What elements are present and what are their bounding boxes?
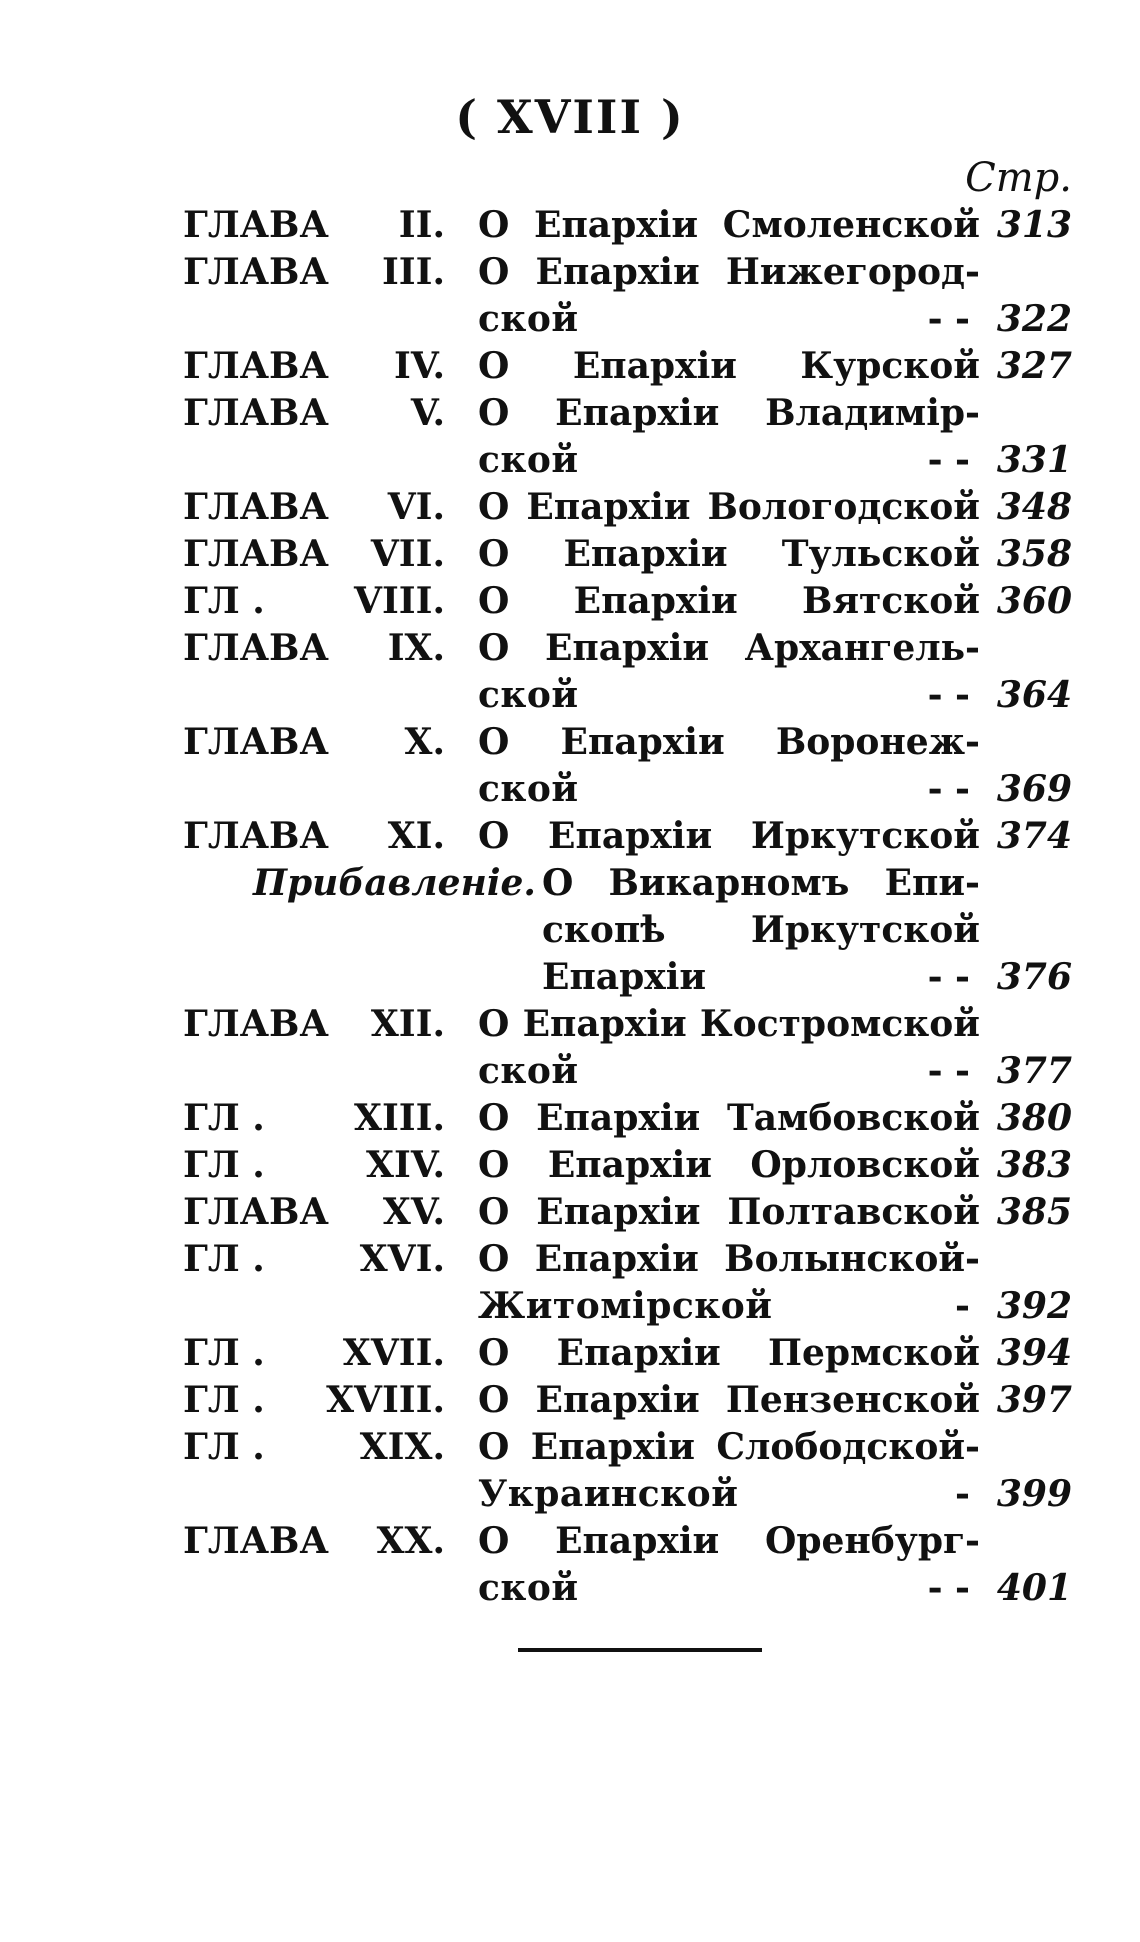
entry-title: ской xyxy=(478,298,579,340)
chapter-number: XVIII. xyxy=(326,1379,445,1421)
leader-dashes: - - xyxy=(927,1050,970,1092)
entry-title: Житомірской xyxy=(478,1285,773,1327)
toc-row xyxy=(0,813,1140,860)
chapter-number: VI. xyxy=(387,486,445,528)
leader-dashes: - xyxy=(955,1473,970,1515)
chapter-number: III. xyxy=(381,251,445,293)
page-column-label: Стр. xyxy=(965,155,1072,201)
chapter-number: VII. xyxy=(370,533,445,575)
page-reference: 369 xyxy=(996,768,1072,810)
toc-row xyxy=(0,1518,1140,1565)
entry-title: О Епархіи Костромской xyxy=(478,1003,980,1045)
chapter-number: XIV. xyxy=(366,1144,445,1186)
entry-title: О Епархіи Воронеж- xyxy=(478,721,980,763)
addendum-row xyxy=(0,860,1140,907)
chapter-number: XVI. xyxy=(359,1238,445,1280)
chapter-number: IX. xyxy=(387,627,445,669)
toc-row xyxy=(0,1283,1140,1330)
entry-title: О Епархіи Вятской xyxy=(478,580,980,622)
toc-row xyxy=(0,343,1140,390)
chapter-number: II. xyxy=(398,204,445,246)
toc-row xyxy=(0,1377,1140,1424)
entry-title: О Епархіи Тамбовской xyxy=(478,1097,980,1139)
toc-row xyxy=(0,1236,1140,1283)
entry-title: ской xyxy=(478,768,579,810)
toc-row xyxy=(0,202,1140,249)
chapter-word: ГЛ . xyxy=(183,1238,265,1280)
toc-row xyxy=(0,1565,1140,1612)
addendum-row xyxy=(0,954,1140,1001)
entry-title: О Епархіи Полтавской xyxy=(478,1191,980,1233)
page-reference: 358 xyxy=(996,533,1072,575)
table-of-contents xyxy=(0,202,1140,1612)
toc-row xyxy=(0,766,1140,813)
chapter-word: ГЛАВА xyxy=(183,533,329,575)
toc-row xyxy=(0,578,1140,625)
chapter-number: XVII. xyxy=(342,1332,445,1374)
toc-row xyxy=(0,390,1140,437)
leader-dashes: - - xyxy=(927,956,970,998)
page-reference: 383 xyxy=(996,1144,1072,1186)
chapter-word: ГЛАВА xyxy=(183,627,329,669)
entry-title: О Епархіи Волынской- xyxy=(478,1238,980,1280)
page-reference: 364 xyxy=(996,674,1072,716)
chapter-word: ГЛАВА xyxy=(183,345,329,387)
chapter-word: ГЛАВА xyxy=(183,251,329,293)
entry-title: О Епархіи Владимір- xyxy=(478,392,980,434)
entry-title: О Епархіи Тульской xyxy=(478,533,980,575)
addendum-title-line-1: О Викарномъ Епи- xyxy=(542,862,980,904)
entry-title: О Епархіи Пензенской xyxy=(478,1379,980,1421)
chapter-number: V. xyxy=(410,392,445,434)
chapter-word: ГЛАВА xyxy=(183,721,329,763)
toc-row xyxy=(0,719,1140,766)
chapter-word: ГЛАВА xyxy=(183,204,329,246)
addendum-label: Прибавленіе. xyxy=(253,862,536,904)
chapter-number: XIX. xyxy=(359,1426,445,1468)
entry-title: О Епархіи Орловской xyxy=(478,1144,980,1186)
chapter-word: ГЛ . xyxy=(183,1332,265,1374)
leader-dashes: - xyxy=(955,1285,970,1327)
page-reference: 313 xyxy=(996,204,1072,246)
toc-row xyxy=(0,1048,1140,1095)
page-reference: 331 xyxy=(996,439,1072,481)
toc-row xyxy=(0,437,1140,484)
page-number: ( XVIII ) xyxy=(455,90,685,144)
chapter-number: X. xyxy=(404,721,445,763)
page-reference: 385 xyxy=(996,1191,1072,1233)
page-reference: 394 xyxy=(996,1332,1072,1374)
entry-title: Украинской xyxy=(478,1473,739,1515)
chapter-number: VIII. xyxy=(354,580,445,622)
entry-title: О Епархіи Смоленской xyxy=(478,204,980,246)
page-reference: 322 xyxy=(996,298,1072,340)
entry-title: О Епархіи Пермской xyxy=(478,1332,980,1374)
entry-title: ской xyxy=(478,1050,579,1092)
chapter-word: ГЛ . xyxy=(183,580,265,622)
entry-title: ской xyxy=(478,674,579,716)
chapter-word: ГЛАВА xyxy=(183,1520,329,1562)
addendum-title-line-3: Епархіи xyxy=(542,956,707,998)
toc-row xyxy=(0,1001,1140,1048)
chapter-number: XI. xyxy=(387,815,445,857)
leader-dashes: - - xyxy=(927,298,970,340)
entry-title: О Епархіи Архангель- xyxy=(478,627,980,669)
page-reference: 397 xyxy=(996,1379,1072,1421)
addendum-row xyxy=(0,907,1140,954)
page-reference: 374 xyxy=(996,815,1072,857)
toc-row xyxy=(0,1330,1140,1377)
entry-title: О Епархіи Курской xyxy=(478,345,980,387)
chapter-word: ГЛАВА xyxy=(183,1003,329,1045)
page-reference: 376 xyxy=(996,956,1072,998)
page-reference: 380 xyxy=(996,1097,1072,1139)
toc-row xyxy=(0,1095,1140,1142)
entry-title: О Епархіи Слободской- xyxy=(478,1426,980,1468)
toc-row xyxy=(0,625,1140,672)
entry-title: О Епархіи Вологодской xyxy=(478,486,980,528)
entry-title: О Епархіи Нижегород- xyxy=(478,251,980,293)
toc-row xyxy=(0,1471,1140,1518)
leader-dashes: - - xyxy=(927,674,970,716)
page-reference: 360 xyxy=(996,580,1072,622)
chapter-word: ГЛАВА xyxy=(183,1191,329,1233)
leader-dashes: - - xyxy=(927,1567,970,1609)
toc-row xyxy=(0,484,1140,531)
page-reference: 401 xyxy=(996,1567,1072,1609)
page-reference: 399 xyxy=(996,1473,1072,1515)
chapter-word: ГЛАВА xyxy=(183,815,329,857)
page-reference: 348 xyxy=(996,486,1072,528)
chapter-number: XII. xyxy=(370,1003,445,1045)
toc-row xyxy=(0,1189,1140,1236)
chapter-word: ГЛАВА xyxy=(183,486,329,528)
chapter-number: XV. xyxy=(382,1191,445,1233)
entry-title: О Епархіи Иркутской xyxy=(478,815,980,857)
page-reference: 327 xyxy=(996,345,1072,387)
closing-rule xyxy=(518,1648,762,1652)
page-reference: 377 xyxy=(996,1050,1072,1092)
chapter-number: XIII. xyxy=(354,1097,445,1139)
toc-row xyxy=(0,531,1140,578)
chapter-word: ГЛ . xyxy=(183,1097,265,1139)
leader-dashes: - - xyxy=(927,439,970,481)
entry-title: ской xyxy=(478,1567,579,1609)
toc-row xyxy=(0,1142,1140,1189)
page-reference: 392 xyxy=(996,1285,1072,1327)
entry-title: ской xyxy=(478,439,579,481)
entry-title: О Епархіи Оренбург- xyxy=(478,1520,980,1562)
chapter-word: ГЛ . xyxy=(183,1144,265,1186)
addendum-title-line-2: скопѣ Иркутской xyxy=(542,909,980,951)
leader-dashes: - - xyxy=(927,768,970,810)
toc-row xyxy=(0,1424,1140,1471)
toc-row xyxy=(0,672,1140,719)
toc-row xyxy=(0,249,1140,296)
chapter-number: XX. xyxy=(376,1520,445,1562)
toc-row xyxy=(0,296,1140,343)
chapter-word: ГЛ . xyxy=(183,1379,265,1421)
chapter-number: IV. xyxy=(393,345,445,387)
chapter-word: ГЛАВА xyxy=(183,392,329,434)
chapter-word: ГЛ . xyxy=(183,1426,265,1468)
